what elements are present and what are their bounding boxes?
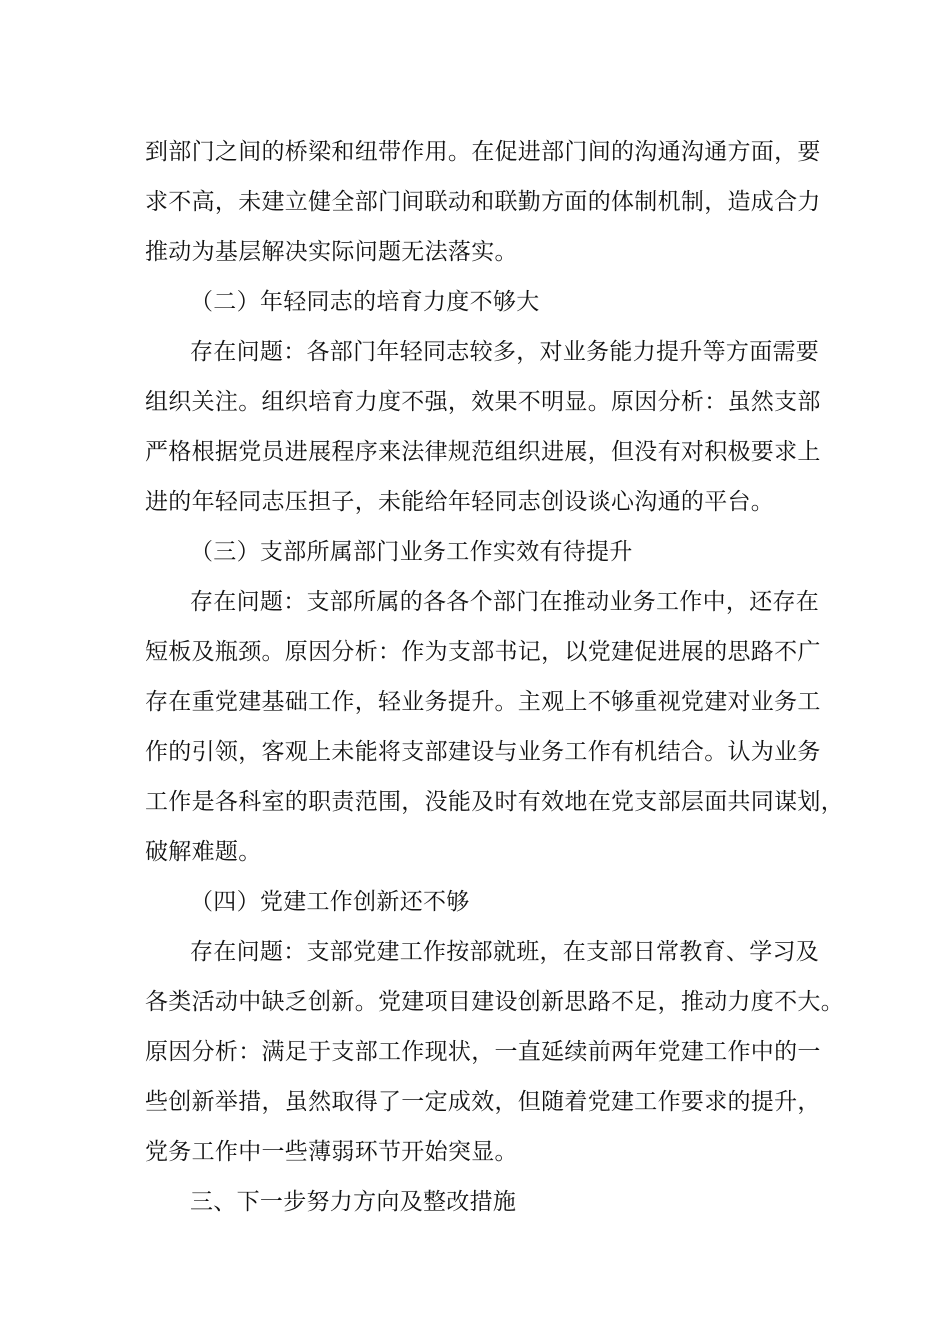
- text-line-11: 短板及瓶颈。原因分析：作为支部书记，以党建促进展的思路不广: [145, 639, 821, 665]
- text-line-14: 工作是各科室的职责范围，没能及时有效地在党支部层面共同谋划，: [145, 789, 844, 815]
- text-line-7: 严格根据党员进展程序来法律规范组织进展，但没有对积极要求上: [145, 439, 821, 465]
- text-line-12: 存在重党建基础工作，轻业务提升。主观上不够重视党建对业务工: [145, 689, 821, 715]
- text-line-6: 组织关注。组织培育力度不强，效果不明显。原因分析：虽然支部: [145, 389, 821, 415]
- chapter-heading-3: 三、下一步努力方向及整改措施: [190, 1189, 517, 1215]
- text-line-21: 党务工作中一些薄弱环节开始突显。: [145, 1139, 518, 1165]
- text-line-17: 存在问题：支部党建工作按部就班，在支部日常教育、学习及: [190, 939, 820, 965]
- section-heading-4: （四）党建工作创新还不够: [190, 889, 470, 915]
- text-line-10: 存在问题：支部所属的各各个部门在推动业务工作中，还存在: [190, 589, 820, 615]
- text-line-19: 原因分析：满足于支部工作现状，一直延续前两年党建工作中的一: [145, 1039, 821, 1065]
- text-line-8: 进的年轻同志压担子，未能给年轻同志创设谈心沟通的平台。: [145, 489, 775, 515]
- text-line-18: 各类活动中缺乏创新。党建项目建设创新思路不足，推动力度不大。: [145, 989, 844, 1015]
- text-line-1: 到部门之间的桥梁和纽带作用。在促进部门间的沟通沟通方面，要: [145, 139, 821, 165]
- section-heading-2: （二）年轻同志的培育力度不够大: [190, 289, 540, 315]
- section-heading-3: （三）支部所属部门业务工作实效有待提升: [190, 539, 633, 565]
- text-line-3: 推动为基层解决实际问题无法落实。: [145, 239, 518, 265]
- text-line-5: 存在问题：各部门年轻同志较多，对业务能力提升等方面需要: [190, 339, 820, 365]
- text-line-2: 求不高，未建立健全部门间联动和联勤方面的体制机制，造成合力: [145, 189, 821, 215]
- text-line-15: 破解难题。: [145, 839, 262, 865]
- text-line-13: 作的引领，客观上未能将支部建设与业务工作有机结合。认为业务: [145, 739, 821, 765]
- text-line-20: 些创新举措，虽然取得了一定成效，但随着党建工作要求的提升，: [145, 1089, 821, 1115]
